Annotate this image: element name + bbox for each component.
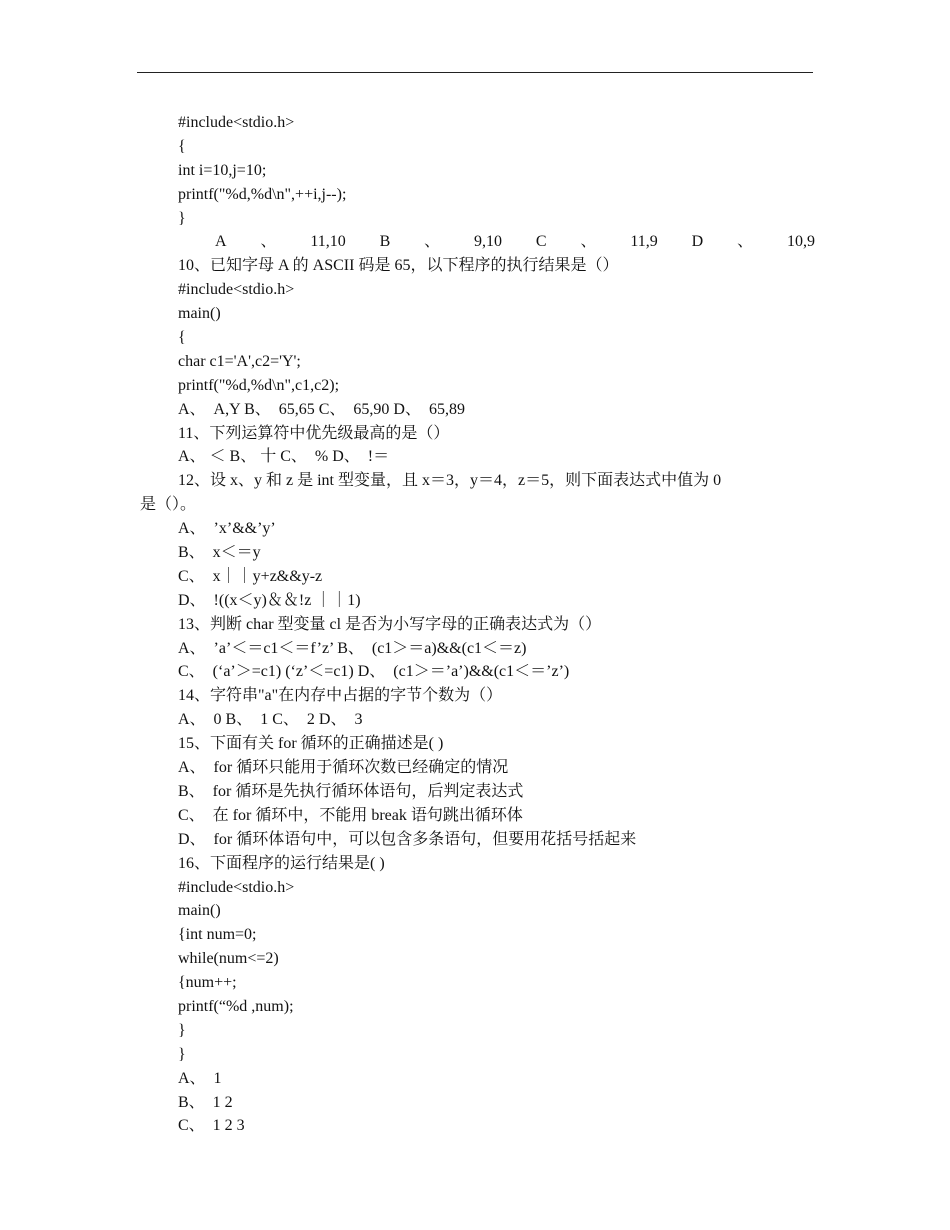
question-10-options: A、 A,Y B、 65,65 C、 65,90 D、 65,89 [178, 400, 465, 418]
text-line: { [178, 329, 186, 347]
question-13: 13、判断 char 型变量 cl 是否为小写字母的正确表达式为（） [178, 615, 602, 633]
option-token: C [535, 233, 547, 251]
question-14: 14、字符串"a"在内存中占据的字节个数为（） [178, 687, 503, 705]
text-line: { [178, 137, 186, 155]
option-token: 10,9 [786, 233, 815, 251]
option-token: 、 [424, 233, 441, 251]
question-12-option-a: A、 ’x’&&’y’ [178, 520, 276, 538]
text-line: #include<stdio.h> [178, 878, 295, 896]
question-12-option-d: D、 !((x＜y)＆＆!z ｜｜1) [178, 591, 361, 609]
question-15-option-d: D、 for 循环体语句中，可以包含多条语句，但要用花括号括起来 [178, 830, 637, 848]
text-line: #include<stdio.h> [178, 114, 295, 131]
question-14-options: A、 0 B、 1 C、 2 D、 3 [178, 711, 363, 729]
question-11: 11、下列运算符中优先级最高的是（） [178, 424, 450, 442]
question-12-option-b: B、 x＜＝y [178, 544, 261, 562]
question-15-option-a: A、 for 循环只能用于循环次数已经确定的情况 [178, 759, 509, 777]
header-rule [137, 72, 813, 73]
text-line: main() [178, 305, 221, 323]
question-13-options-cd: C、 (‘a’＞=c1) (‘z’＜=c1) D、 (c1＞＝’a’)&&(c1＜＝’z’) [178, 663, 570, 681]
question-13-options-ab: A、 ’a’＜＝c1＜＝f’z’ B、 (c1＞＝a)&&(c1＜＝z) [178, 639, 527, 657]
text-line: main() [178, 902, 221, 920]
question-11-options: A、 ＜ B、 十 C、 % D、 !＝ [178, 448, 390, 466]
text-line: char c1='A',c2='Y'; [178, 352, 301, 370]
question-12-continued: 是（）。 [140, 496, 197, 514]
question-15-option-c: C、 在 for 循环中，不能用 break 语句跳出循环体 [178, 806, 523, 824]
question-12-option-c: C、 x｜｜y+z&&y-z [178, 567, 323, 585]
question-15-option-b: B、 for 循环是先执行循环体语句，后判定表达式 [178, 782, 524, 800]
option-token: 11,10 [310, 233, 346, 251]
question-16-option-b: B、 1 2 [178, 1093, 233, 1111]
text-line: printf(“%d ,num); [178, 997, 294, 1015]
page-content [140, 111, 815, 1138]
option-token: 11,9 [630, 233, 658, 251]
text-line: int i=10,j=10; [178, 161, 267, 179]
option-token: A [215, 233, 227, 251]
text-line: } [178, 209, 186, 227]
text-line: while(num<=2) [178, 950, 279, 968]
option-token: 、 [260, 233, 277, 251]
text-line: {int num=0; [178, 926, 257, 944]
question-16: 16、下面程序的运行结果是( ) [178, 854, 385, 872]
question-16-option-c: C、 1 2 3 [178, 1117, 245, 1135]
text-line: #include<stdio.h> [178, 281, 295, 299]
question-12: 12、设 x、y 和 z 是 int 型变量，且 x＝3，y＝4，z＝5，则下面表达式中值为 0 [178, 472, 722, 490]
option-token: 、 [737, 233, 754, 251]
question-10: 10、已知字母 A 的 ASCII 码是 65，以下程序的执行结果是（） [178, 257, 619, 275]
text-line: printf("%d,%d\n",++i,j--); [178, 185, 347, 203]
question-9-options [140, 230, 815, 254]
option-token: 、 [580, 233, 597, 251]
text-line: printf("%d,%d\n",c1,c2); [178, 376, 340, 394]
question-16-option-a: A、 1 [178, 1069, 222, 1087]
text-line: } [178, 1045, 186, 1063]
text-line: {num++; [178, 974, 237, 992]
option-token: 9,10 [474, 233, 503, 251]
option-token: D [691, 233, 704, 251]
text-line: } [178, 1021, 186, 1039]
option-token: B [379, 233, 391, 251]
question-15: 15、下面有关 for 循环的正确描述是( ) [178, 735, 444, 753]
